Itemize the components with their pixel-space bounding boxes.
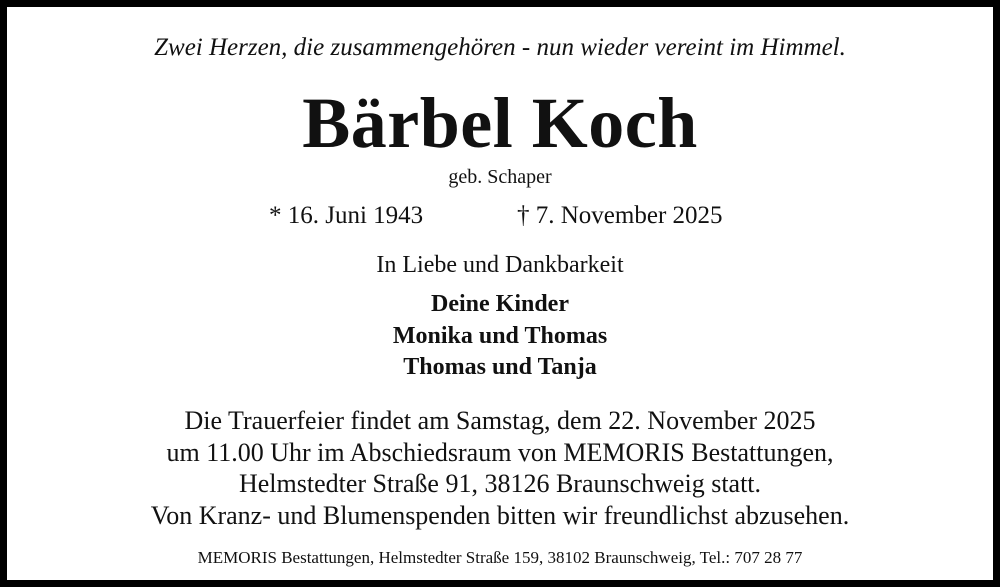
mourners-line: Deine Kinder [431,291,569,317]
funeral-home-footer: MEMORIS Bestattungen, Helmstedter Straße 159, 38102 Braunschweig, Tel.: 707 28 77 [197,548,803,567]
mourners-line: Monika und Thomas [392,322,608,349]
mourners-line: Thomas und Tanja [403,354,597,380]
ceremony-line: um 11.00 Uhr im Abschiedsraum von MEMORIS Bestattungen, [166,437,834,467]
ceremony-line: Die Trauerfeier findet am Samstag, dem 22. November 2025 [184,406,816,435]
death-date: † 7. November 2025 [517,202,723,229]
motto-text: Zwei Herzen, die zusammengehören - nun wieder vereint im Himmel. [154,34,846,61]
maiden-name: geb. Schaper [448,166,552,188]
ceremony-line: Von Kranz- und Blumenspenden bitten wir freundlichst abzusehen. [150,500,850,530]
ceremony-line: Helmstedter Straße 91, 38126 Braunschweig statt. [238,469,762,498]
birth-date: * 16. Juni 1943 [269,202,424,229]
deceased-name: Bärbel Koch [302,83,698,163]
ceremony-details [7,405,993,531]
gratitude-text: In Liebe und Dankbarkeit [376,252,624,278]
mourners-block [7,289,993,384]
